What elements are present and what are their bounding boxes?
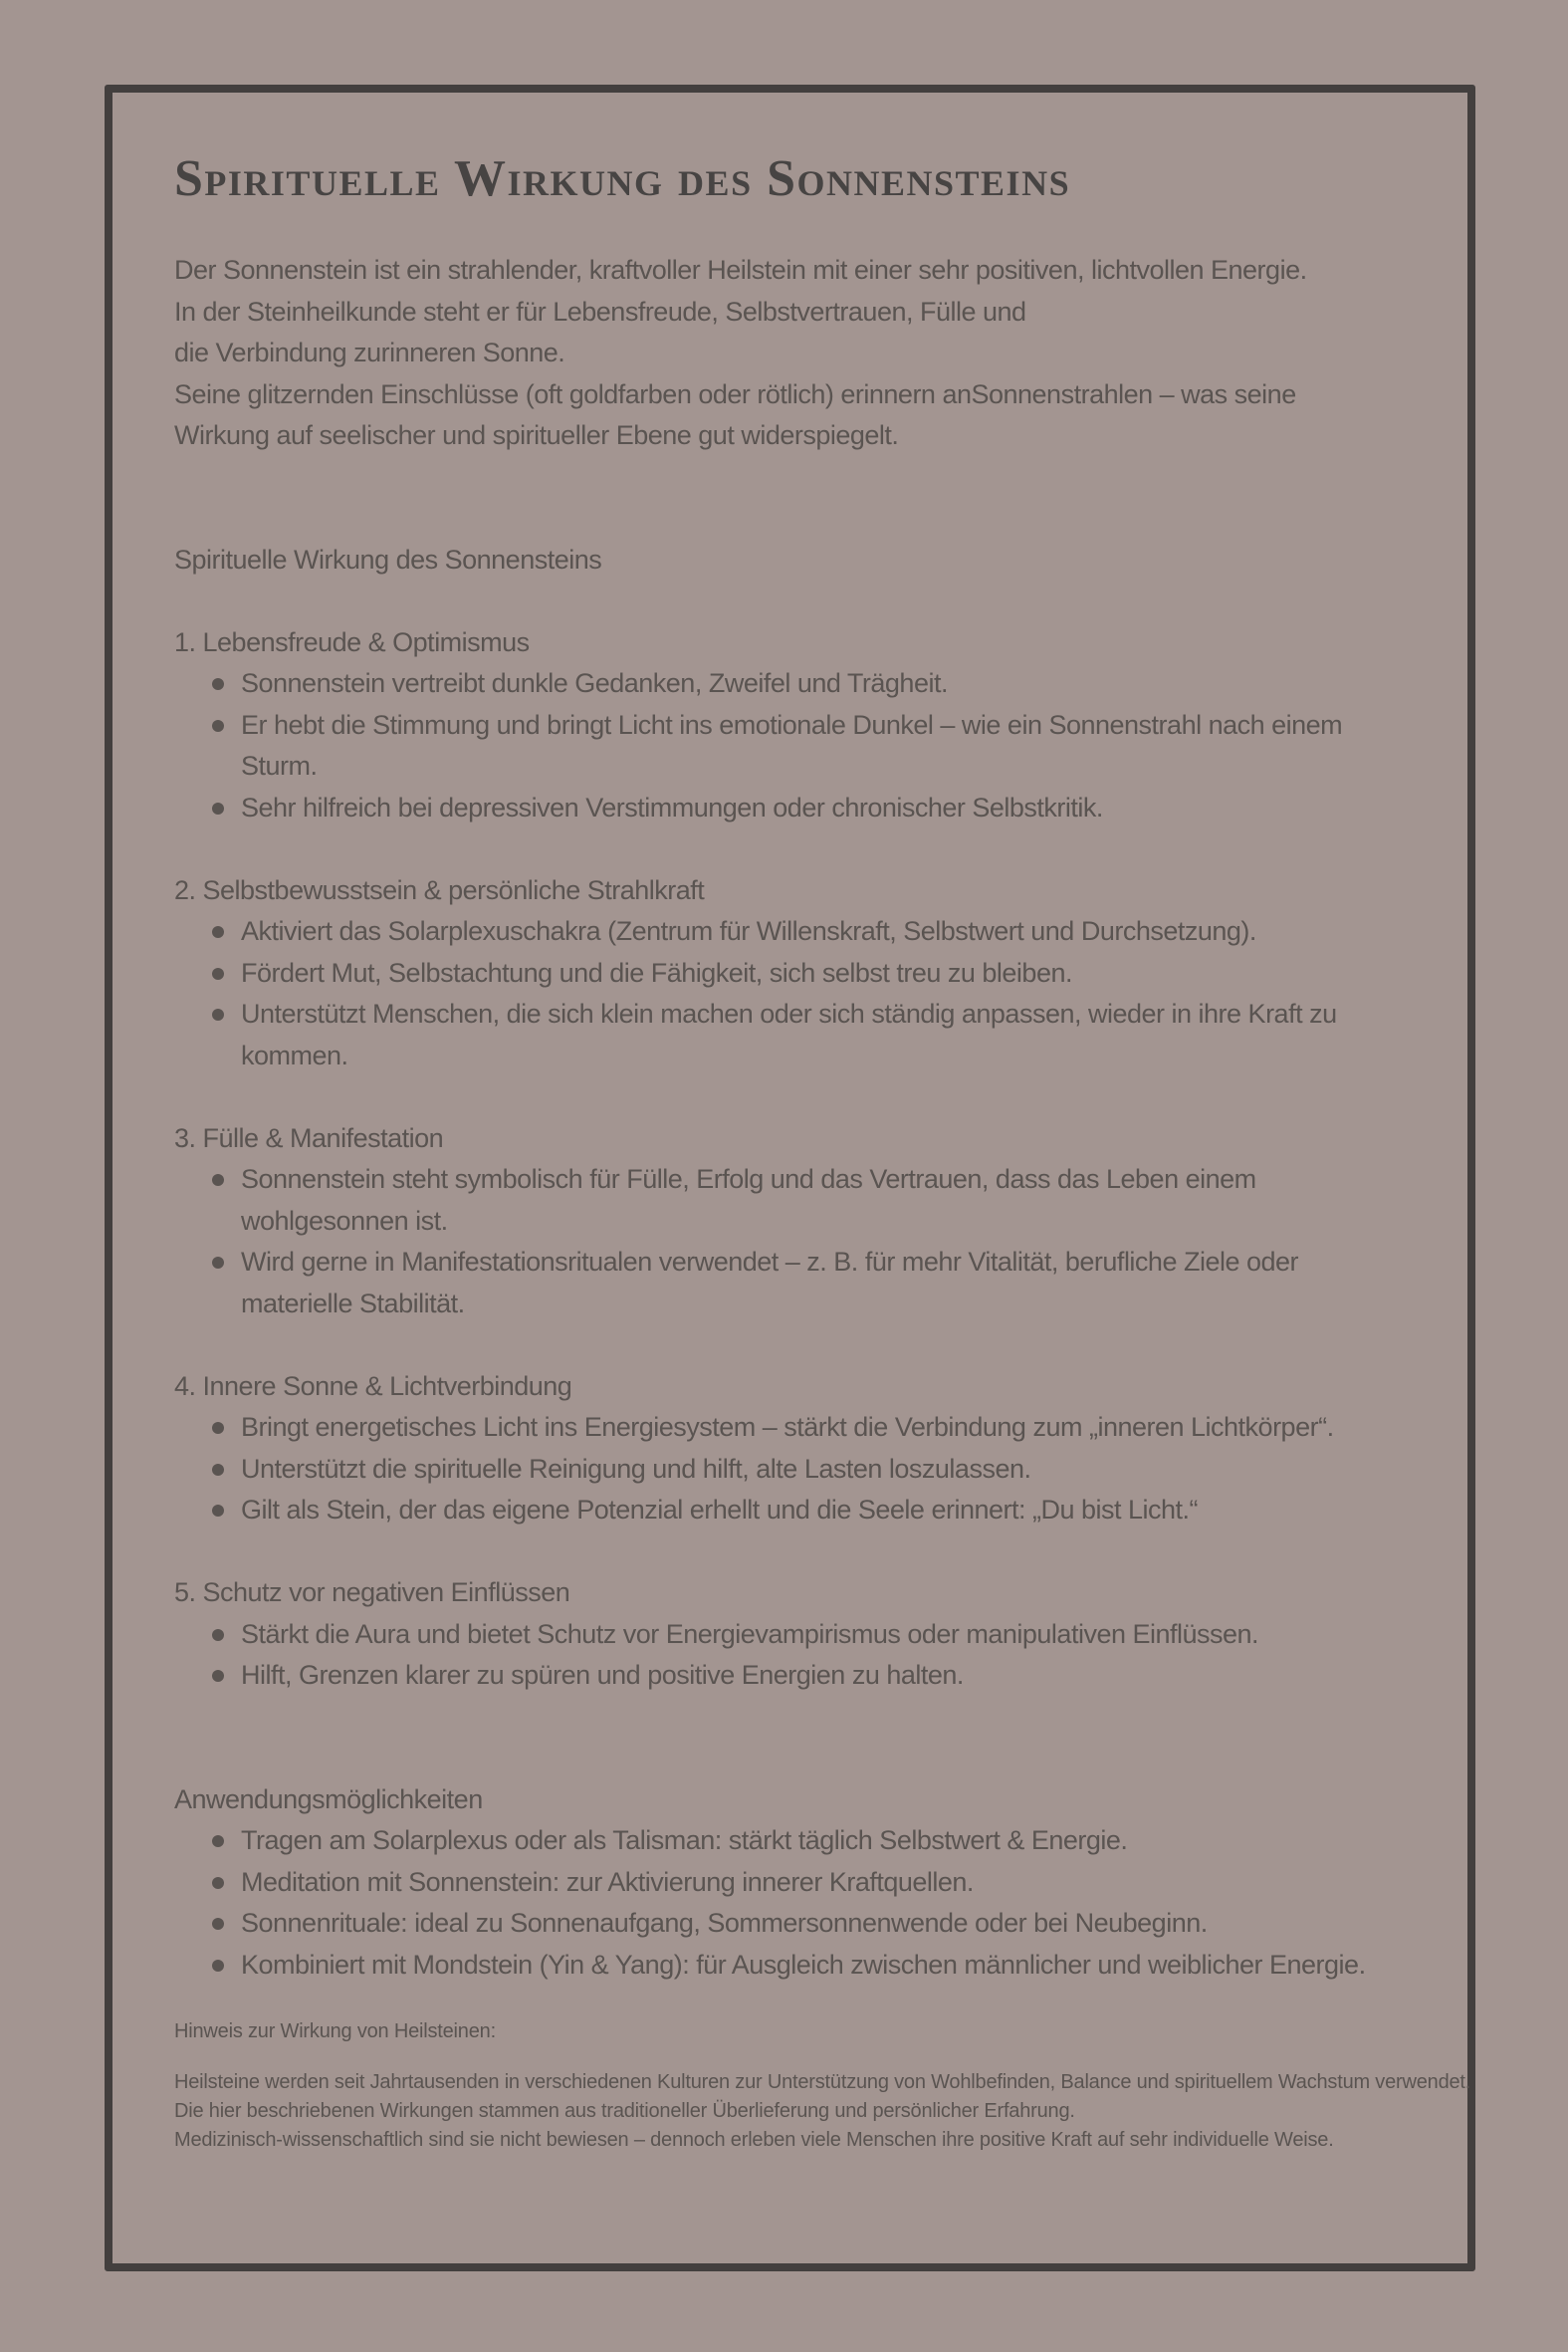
page-title: Spirituelle Wirkung des Sonnensteins [174,150,1071,207]
bullet-list [174,1820,1441,1986]
footnote-line: Medizinisch-wissenschaftlich sind sie nicht bewiesen – dennoch erleben viele Menschen ihre positive Kraft auf sehr individuelle Weise. [174,2129,1334,2151]
footnote-line: Die hier beschriebenen Wirkungen stammen aus traditioneller Überlieferung und persönlicher Erfahrung. [174,2100,1075,2122]
bullet-list [174,1407,1441,1531]
intro-line: die Verbindung zurinneren Sonne. [174,338,565,367]
section [174,1572,1441,1697]
section-heading: 2. Selbstbewusstsein & persönliche Strahlkraft [174,874,705,905]
section [174,1118,1441,1325]
bullet-list [174,911,1441,1076]
bullet-list [174,1614,1441,1697]
section-heading: 1. Lebensfreude & Optimismus [174,626,530,657]
section-subheading: Spirituelle Wirkung des Sonnensteins [174,544,602,575]
bullet-list [174,663,1441,828]
intro-line: Wirkung auf seelischer und spiritueller Ebene gut widerspiegelt. [174,420,899,450]
applications-container [174,1779,1441,1987]
bullet-item: Bringt energetisches Licht ins Energiesystem – stärkt die Verbindung zum „inneren Lichtkörper“. [241,1407,1376,1449]
bullet-item: Fördert Mut, Selbstachtung und die Fähigkeit, sich selbst treu zu bleiben. [241,953,1376,995]
bullet-item: Sonnenstein vertreibt dunkle Gedanken, Zweifel und Trägheit. [241,663,1376,705]
section [174,622,1441,829]
section-heading: Anwendungsmöglichkeiten [174,1783,483,1814]
page-body [174,250,1471,2155]
bullet-list [174,1159,1441,1324]
intro-line: Der Sonnenstein ist ein strahlender, kraftvoller Heilstein mit einer sehr positiven, lichtvollen Energie. [174,255,1307,285]
bullet-item: Stärkt die Aura und bietet Schutz vor Energievampirismus oder manipulativen Einflüssen. [241,1614,1376,1656]
section [174,1779,1441,1987]
bullet-item: Meditation mit Sonnenstein: zur Aktivierung innerer Kraftquellen. [241,1862,1376,1904]
section-heading: 3. Fülle & Manifestation [174,1122,444,1153]
bullet-item: Hilft, Grenzen klarer zu spüren und positive Energien zu halten. [241,1655,1376,1697]
footnote-line: Heilsteine werden seit Jahrtausenden in verschiedenen Kulturen zur Unterstützung von Wohlbefinden, Balance und spirituellem Wachstum verwendet. [174,2071,1471,2093]
section [174,870,1441,1077]
intro-paragraph [174,250,1441,457]
bullet-item: Sonnenrituale: ideal zu Sonnenaufgang, Sommersonnenwende oder bei Neubeginn. [241,1903,1376,1945]
bullet-item: Tragen am Solarplexus oder als Talisman: stärkt täglich Selbstwert & Energie. [241,1820,1376,1862]
bullet-item: Er hebt die Stimmung und bringt Licht ins emotionale Dunkel – wie ein Sonnenstrahl nach einem Sturm. [241,705,1376,788]
bullet-item: Kombiniert mit Mondstein (Yin & Yang): für Ausgleich zwischen männlicher und weiblicher Energie. [241,1945,1376,1987]
page-content [174,0,1471,2155]
sections-container [174,622,1441,1697]
bullet-item: Sonnenstein steht symbolisch für Fülle, Erfolg und das Vertrauen, dass das Leben einem wohlgesonnen ist. [241,1159,1376,1242]
bullet-item: Unterstützt Menschen, die sich klein machen oder sich ständig anpassen, wieder in ihre Kraft zu kommen. [241,994,1376,1076]
bullet-item: Sehr hilfreich bei depressiven Verstimmungen oder chronischer Selbstkritik. [241,788,1376,829]
footnote [174,2068,1471,2155]
bullet-item: Aktiviert das Solarplexuschakra (Zentrum für Willenskraft, Selbstwert und Durchsetzung). [241,911,1376,953]
section [174,1366,1441,1531]
section-heading: 5. Schutz vor negativen Einflüssen [174,1577,570,1607]
intro-line: Seine glitzernden Einschlüsse (oft goldfarben oder rötlich) erinnern anSonnenstrahlen – was seine [174,378,1296,409]
bullet-item: Wird gerne in Manifestationsritualen verwendet – z. B. für mehr Vitalität, berufliche Ziele oder materielle Stabilität. [241,1242,1376,1324]
section-heading: 4. Innere Sonne & Lichtverbindung [174,1370,572,1401]
bullet-item: Gilt als Stein, der das eigene Potenzial erhellt und die Seele erinnert: „Du bist Licht.“ [241,1490,1376,1531]
bullet-item: Unterstützt die spirituelle Reinigung und hilft, alte Lasten loszulassen. [241,1449,1376,1491]
intro-line: In der Steinheilkunde steht er für Lebensfreude, Selbstvertrauen, Fülle und [174,296,1026,327]
footnote-heading: Hinweis zur Wirkung von Heilsteinen: [174,2020,496,2042]
